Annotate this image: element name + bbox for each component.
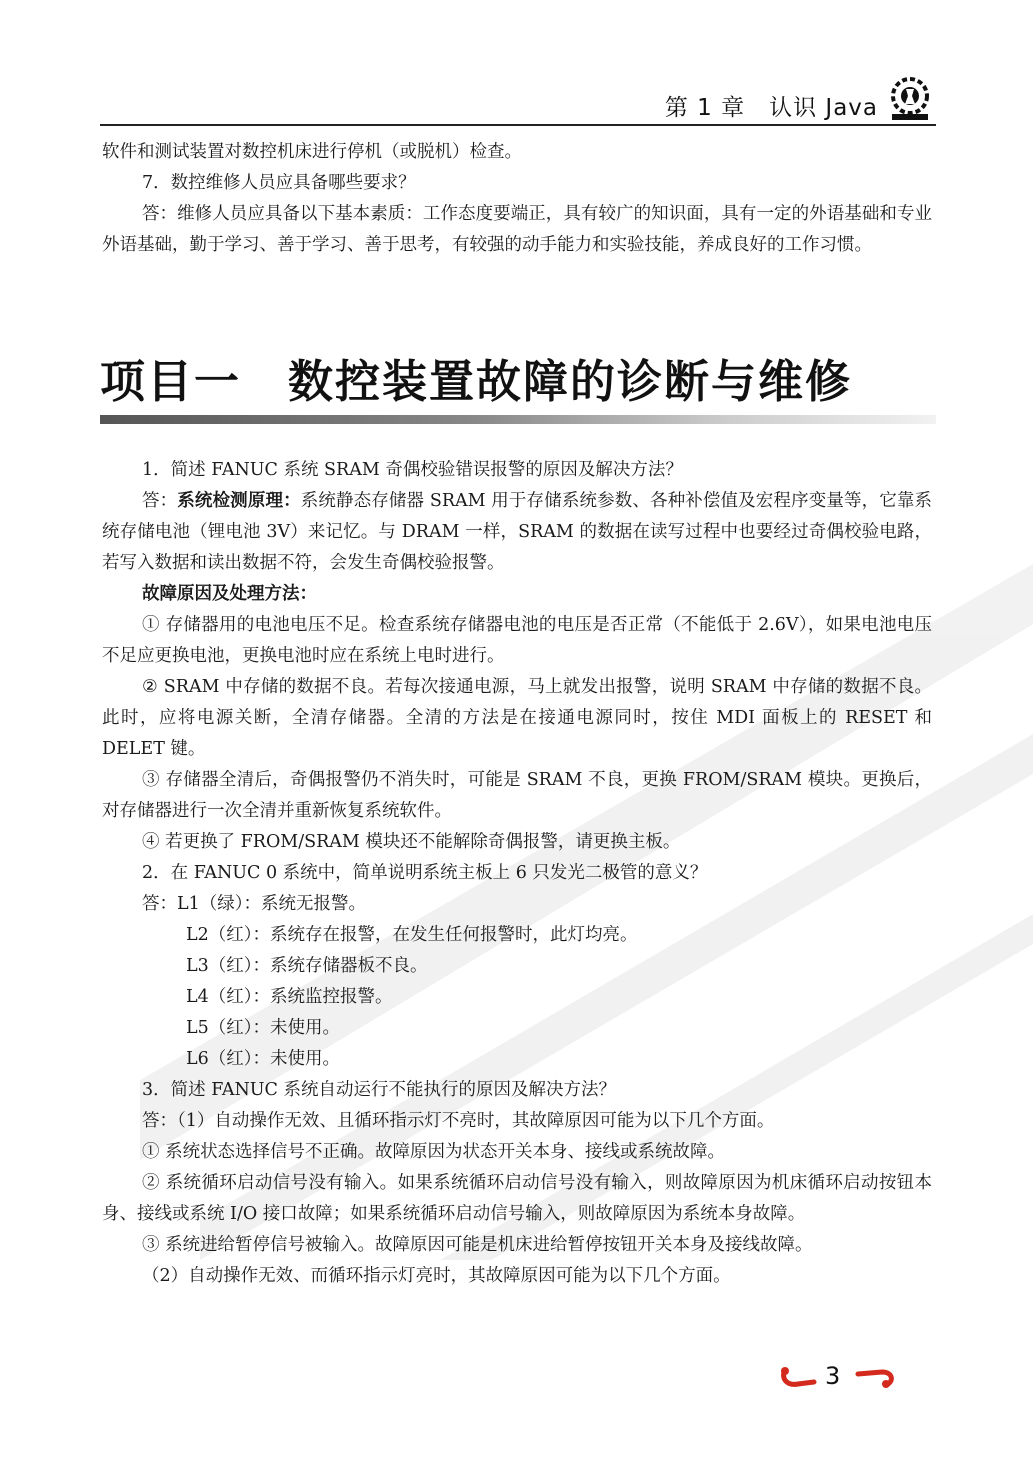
title-underline xyxy=(100,415,936,424)
question-2: 2．在 FANUC 0 系统中，简单说明系统主板上 6 只发光二极管的意义？ xyxy=(142,863,708,883)
led-l6: L6（红）：未使用。 xyxy=(186,1049,341,1069)
answer-3-part-2: （2）自动操作无效、而循环指示灯亮时，其故障原因可能为以下几个方面。 xyxy=(142,1266,731,1286)
detail-1: ① 系统状态选择信号不正确。故障原因为状态开关本身、接线或系统故障。 xyxy=(142,1142,726,1162)
answer-1-text: 系统静态存储器 SRAM 用于存储系统参数、各种补偿值及宏程序变量等，它靠系统存储电池（锂电池 3V）来记忆。与 DRAM 一样，SRAM 的数据在读写过程中也要经过奇偶校验电路，若写入数据和读出数据不符，会发生奇偶校验报警。 xyxy=(102,491,933,573)
body-block xyxy=(102,455,932,1292)
question-1: 1．简述 FANUC 系统 SRAM 奇偶校验错误报警的原因及解决方法？ xyxy=(142,460,683,480)
answer-3: 答：（1）自动操作无效、且循环指示灯不亮时，其故障原因可能为以下几个方面。 xyxy=(142,1111,775,1131)
page-header xyxy=(100,78,936,126)
answer-1-prefix: 答： xyxy=(142,491,178,511)
section-title: 项目一 数控装置故障的诊断与维修 xyxy=(100,355,853,408)
cause-1: ① 存储器用的电池电压不足。检查系统存储器电池的电压是否正常（不能低于 2.6V），如果电池电压不足应更换电池，更换电池时应在系统上电时进行。 xyxy=(102,615,932,666)
cause-3: ③ 存储器全清后，奇偶报警仍不消失时，可能是 SRAM 不良，更换 FROM/SRAM 模块。更换后，对存储器进行一次全清并重新恢复系统软件。 xyxy=(102,770,932,821)
led-l2: L2（红）：系统存在报警，在发生任何报警时，此灯均亮。 xyxy=(186,925,638,945)
detail-2: ② 系统循环启动信号没有输入。如果系统循环启动信号没有输入，则故障原因为机床循环启动按钮本身、接线或系统 I/O 接口故障；如果系统循环启动信号输入，则故障原因为系统本身故障。 xyxy=(102,1173,932,1224)
question-3: 3．简述 FANUC 系统自动运行不能执行的原因及解决方法？ xyxy=(142,1080,616,1100)
answer-1 xyxy=(102,486,932,579)
led-l1: 答：L1（绿）：系统无报警。 xyxy=(142,894,367,914)
cause-heading xyxy=(102,579,932,610)
left-swirl-icon xyxy=(780,1366,818,1392)
right-swirl-icon xyxy=(854,1366,898,1392)
page-footer xyxy=(780,1360,900,1400)
question-7: 7．数控维修人员应具备哪些要求？ xyxy=(142,173,416,193)
intro-block xyxy=(102,137,932,261)
led-l3: L3（红）：系统存储器板不良。 xyxy=(186,956,428,976)
page-number: 3 xyxy=(825,1362,841,1390)
led-l5: L5（红）：未使用。 xyxy=(186,1018,341,1038)
answer-7: 答：维修人员应具备以下基本素质：工作态度要端正，具有较广的知识面，具有一定的外语基础和专业外语基础，勤于学习、善于学习、善于思考，有较强的动手能力和实验技能，养成良好的工作习惯。 xyxy=(102,204,932,255)
intro-paragraph-1: 软件和测试装置对数控机床进行停机（或脱机）检查。 xyxy=(102,142,522,162)
chapter-title: 第 1 章 认识 Java xyxy=(664,95,878,121)
cause-2: ② SRAM 中存储的数据不良。若每次接通电源，马上就发出报警，说明 SRAM 中存储的数据不良。此时，应将电源关断，全清存储器。全清的方法是在接通电源同时，按住 MDI 面板上的 RESET 和 DELET 键。 xyxy=(102,677,932,759)
answer-1-heading: 系统检测原理： xyxy=(177,491,301,511)
cause-heading-text: 故障原因及处理方法： xyxy=(142,584,317,604)
led-l4: L4（红）：系统监控报警。 xyxy=(186,987,393,1007)
cause-4: ④ 若更换了 FROM/SRAM 模块还不能解除奇偶报警，请更换主板。 xyxy=(142,832,681,852)
detail-3: ③ 系统进给暂停信号被输入。故障原因可能是机床进给暂停按钮开关本身及接线故障。 xyxy=(142,1235,813,1255)
publisher-logo-icon xyxy=(884,74,936,122)
